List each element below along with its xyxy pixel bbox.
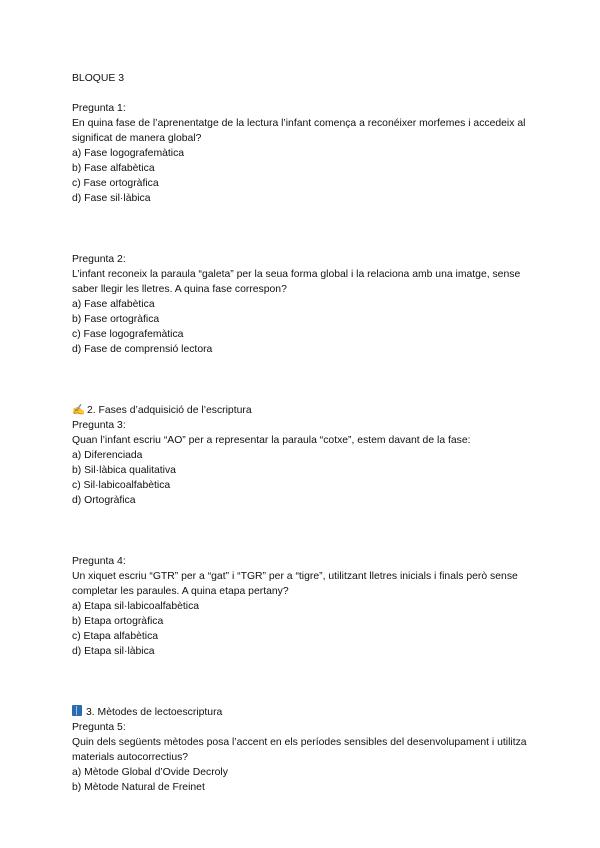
- question-3-option-c: c) Sil·labicoalfabètica: [72, 480, 171, 491]
- writing-hand-icon: ✍️: [72, 405, 85, 416]
- question-4-option-a: a) Etapa sil·labicoalfabètica: [72, 601, 200, 612]
- question-1-option-b: b) Fase alfabètica: [72, 163, 155, 174]
- question-3-option-d: d) Ortogràfica: [72, 495, 136, 506]
- question-2-text: L’infant reconeix la paraula “galeta” per la seua forma global i la relaciona amb una imatge, sense saber llegir les lletres. A quina fase correspon?: [72, 269, 521, 295]
- section-3-title: 3. Mètodes de lectoescriptura: [86, 707, 223, 718]
- blue-book-icon: [72, 705, 82, 716]
- question-2-option-d: d) Fase de comprensió lectora: [72, 344, 213, 355]
- question-4-option-c: c) Etapa alfabètica: [72, 631, 159, 642]
- spacer: [72, 86, 542, 101]
- question-4-option-b: b) Etapa ortogràfica: [72, 616, 164, 627]
- section-3-heading: [72, 705, 542, 720]
- section-2-heading: [72, 403, 542, 418]
- question-5: [72, 720, 542, 795]
- question-2-option-b: b) Fase ortogràfica: [72, 314, 160, 325]
- spacer: [72, 357, 542, 403]
- question-5-option-b: b) Mètode Natural de Freinet: [72, 782, 205, 793]
- question-3-option-a: a) Diferenciada: [72, 450, 143, 461]
- question-4: [72, 554, 542, 659]
- question-1-label: Pregunta 1:: [72, 103, 126, 114]
- question-1-option-a: a) Fase logografemàtica: [72, 148, 185, 159]
- question-1-option-c: c) Fase ortogràfica: [72, 178, 159, 189]
- question-3-label: Pregunta 3:: [72, 420, 126, 431]
- question-3-text: Quan l’infant escriu “AO” per a representar la paraula “cotxe”, estem davant de la fase:: [72, 435, 471, 446]
- question-3: [72, 418, 542, 508]
- block-heading: BLOQUE 3: [72, 73, 124, 84]
- spacer: [72, 508, 542, 554]
- question-1-option-d: d) Fase sil·làbica: [72, 193, 151, 204]
- question-3-option-b: b) Sil·làbica qualitativa: [72, 465, 176, 476]
- question-1: [72, 101, 542, 206]
- question-2-option-c: c) Fase logografemàtica: [72, 329, 184, 340]
- question-4-text: Un xiquet escriu “GTR” per a “gat” i “TGR” per a “tigre”, utilitzant lletres inicials i finals però sense completar les paraules. A quina etapa pertany?: [72, 571, 518, 597]
- question-4-label: Pregunta 4:: [72, 556, 126, 567]
- question-2-label: Pregunta 2:: [72, 254, 126, 265]
- question-5-option-a: a) Mètode Global d’Ovide Decroly: [72, 767, 228, 778]
- section-2-title: 2. Fases d’adquisició de l’escriptura: [87, 405, 252, 416]
- question-2: [72, 252, 542, 357]
- question-5-label: Pregunta 5:: [72, 722, 126, 733]
- spacer: [72, 206, 542, 252]
- document-page: [72, 71, 542, 795]
- question-2-option-a: a) Fase alfabètica: [72, 299, 155, 310]
- question-4-option-d: d) Etapa sil·làbica: [72, 646, 155, 657]
- question-5-text: Quin dels següents mètodes posa l’accent en els períodes sensibles del desenvolupament i utilitza materials autocorrectius?: [72, 737, 527, 763]
- spacer: [72, 659, 542, 705]
- question-1-text: En quina fase de l’aprenentatge de la lectura l’infant comença a reconéixer morfemes i accedeix al significat de manera global?: [72, 118, 526, 144]
